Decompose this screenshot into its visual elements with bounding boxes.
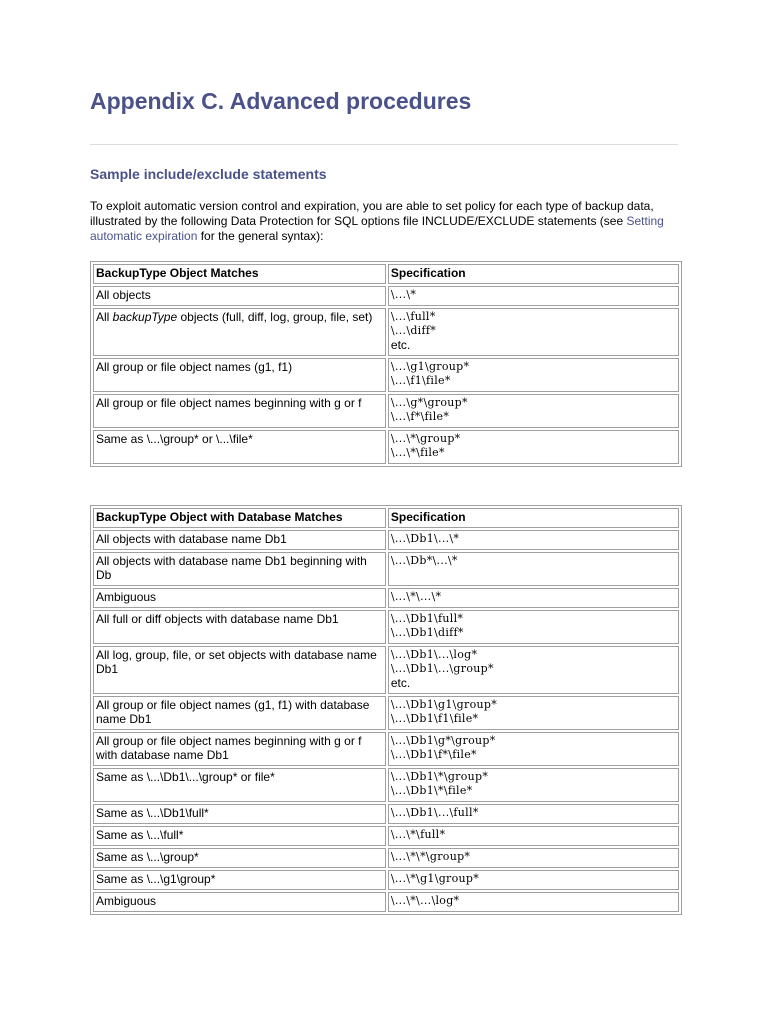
row-description: Same as \...\group* xyxy=(93,848,386,868)
row-description: All group or file object names (g1, f1) with database name Db1 xyxy=(93,696,386,730)
specification-pattern: \...\*\file* xyxy=(390,446,445,459)
header-specification: Specification xyxy=(388,508,679,528)
row-description: Same as \...\Db1\...\group* or file* xyxy=(93,768,386,802)
section-heading: Sample include/exclude statements xyxy=(90,166,327,182)
table-header-row xyxy=(93,508,679,528)
row-description: All objects xyxy=(93,286,386,306)
specification-pattern: \...\Db1\f*\file* xyxy=(390,748,477,761)
row-specification xyxy=(388,552,679,586)
specification-pattern: \...\g*\group* xyxy=(390,396,468,409)
row-description: Same as \...\group* or \...\file* xyxy=(93,430,386,464)
table-row xyxy=(93,732,679,766)
table-row xyxy=(93,530,679,550)
row-specification xyxy=(388,430,679,464)
row-description: Same as \...\g1\group* xyxy=(93,870,386,890)
specification-pattern: \...\Db1\...\log* xyxy=(390,648,478,661)
row-specification xyxy=(388,394,679,428)
description-post: objects (full, diff, log, group, file, set) xyxy=(177,310,373,324)
row-description: Ambiguous xyxy=(93,892,386,912)
specification-pattern: \...\*\group* xyxy=(390,432,461,445)
table-row xyxy=(93,394,679,428)
specification-pattern: \...\Db*\...\* xyxy=(390,554,458,567)
table-row xyxy=(93,430,679,464)
row-description: All log, group, file, or set objects with database name Db1 xyxy=(93,646,386,694)
specification-pattern: \...\* xyxy=(390,288,417,301)
row-description: All group or file object names beginning with g or f with database name Db1 xyxy=(93,732,386,766)
table-row xyxy=(93,646,679,694)
row-specification xyxy=(388,696,679,730)
specification-pattern: \...\Db1\...\group* xyxy=(390,662,494,675)
specification-pattern: \...\*\*\group* xyxy=(390,850,471,863)
specification-pattern: \...\Db1\g*\group* xyxy=(390,734,496,747)
page-title: Appendix C. Advanced procedures xyxy=(90,88,472,114)
specification-pattern: \...\*\...\log* xyxy=(390,894,460,907)
table-row xyxy=(93,610,679,644)
specification-pattern: \...\Db1\full* xyxy=(390,612,464,625)
row-description: Ambiguous xyxy=(93,588,386,608)
setting-automatic-expiration-link[interactable]: Setting automatic expiration xyxy=(90,214,664,243)
specification-pattern: \...\*\...\* xyxy=(390,590,442,603)
description-em: backupType xyxy=(112,310,178,324)
row-specification xyxy=(388,732,679,766)
header-description: BackupType Object Matches xyxy=(93,264,386,284)
specification-pattern: \...\f*\file* xyxy=(390,410,450,423)
title-divider xyxy=(90,144,678,145)
specification-pattern: \...\Db1\f1\file* xyxy=(390,712,479,725)
specification-etc: etc. xyxy=(390,676,411,690)
specification-pattern: \...\*\full* xyxy=(390,828,446,841)
row-description: Same as \...\Db1\full* xyxy=(93,804,386,824)
specification-pattern: \...\Db1\*\file* xyxy=(390,784,473,797)
row-specification xyxy=(388,646,679,694)
row-description: All group or file object names beginning with g or f xyxy=(93,394,386,428)
description-pre: All xyxy=(96,310,113,324)
table-row xyxy=(93,588,679,608)
row-description: All objects with database name Db1 xyxy=(93,530,386,550)
row-specification xyxy=(388,610,679,644)
intro-text-after: for the general syntax): xyxy=(197,229,324,243)
table-row xyxy=(93,768,679,802)
row-description xyxy=(93,308,386,356)
row-description: All full or diff objects with database name Db1 xyxy=(93,610,386,644)
row-specification xyxy=(388,358,679,392)
row-specification xyxy=(388,804,679,824)
specification-pattern: \...\f1\file* xyxy=(390,374,451,387)
row-specification xyxy=(388,870,679,890)
backuptype-object-matches-table xyxy=(90,261,682,467)
table-row xyxy=(93,892,679,912)
row-specification xyxy=(388,588,679,608)
intro-paragraph xyxy=(90,199,680,244)
specification-pattern: \...\Db1\...\* xyxy=(390,532,460,545)
row-specification xyxy=(388,530,679,550)
specification-pattern: \...\full* xyxy=(390,310,436,323)
specification-pattern: \...\Db1\diff* xyxy=(390,626,464,639)
table-row xyxy=(93,552,679,586)
row-description: All group or file object names (g1, f1) xyxy=(93,358,386,392)
table-header-row xyxy=(93,264,679,284)
table-row xyxy=(93,870,679,890)
specification-pattern: \...\diff* xyxy=(390,324,437,337)
table-row xyxy=(93,696,679,730)
table-row xyxy=(93,848,679,868)
row-specification xyxy=(388,848,679,868)
specification-pattern: \...\g1\group* xyxy=(390,360,470,373)
specification-etc: etc. xyxy=(390,338,411,352)
row-specification xyxy=(388,308,679,356)
backuptype-database-matches-table xyxy=(90,505,682,915)
row-specification xyxy=(388,286,679,306)
table-row xyxy=(93,286,679,306)
specification-pattern: \...\Db1\*\group* xyxy=(390,770,489,783)
specification-pattern: \...\*\g1\group* xyxy=(390,872,480,885)
table-row xyxy=(93,804,679,824)
table-row xyxy=(93,826,679,846)
specification-pattern: \...\Db1\...\full* xyxy=(390,806,479,819)
row-specification xyxy=(388,892,679,912)
header-description: BackupType Object with Database Matches xyxy=(93,508,386,528)
table-row xyxy=(93,358,679,392)
specification-pattern: \...\Db1\g1\group* xyxy=(390,698,498,711)
row-specification xyxy=(388,826,679,846)
row-description: All objects with database name Db1 beginning with Db xyxy=(93,552,386,586)
row-specification xyxy=(388,768,679,802)
intro-text-before: To exploit automatic version control and expiration, you are able to set policy for each type of backup data, illustrated by the following Data Protection for SQL options file INCLUDE/EXCLUDE statements (see xyxy=(90,199,654,228)
header-specification: Specification xyxy=(388,264,679,284)
row-description: Same as \...\full* xyxy=(93,826,386,846)
table-row xyxy=(93,308,679,356)
